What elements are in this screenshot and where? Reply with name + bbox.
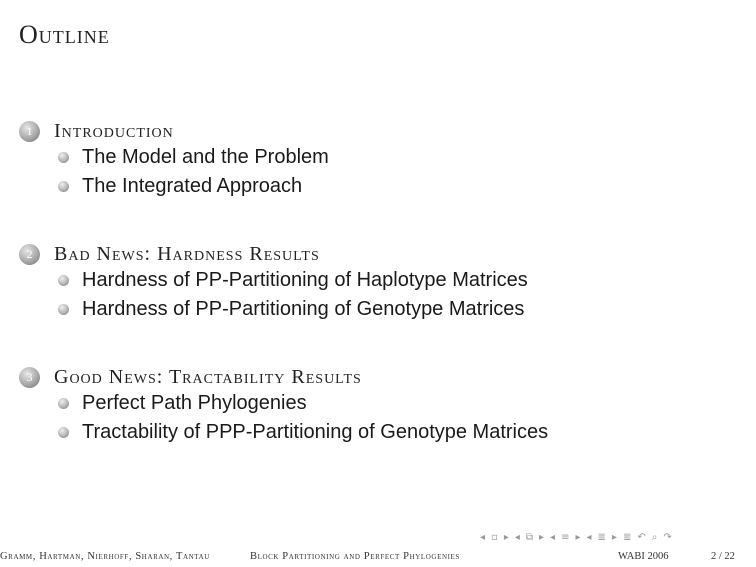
subsection-label[interactable]: Perfect Path Phylogenies xyxy=(82,392,307,414)
bullet-icon xyxy=(58,427,69,438)
nav-subsection-icon[interactable]: ⧉ xyxy=(525,531,534,543)
nav-prev-subsection-icon[interactable]: ◂ xyxy=(514,531,520,543)
nav-toc-icon[interactable]: ≣ xyxy=(597,531,606,543)
section-title[interactable]: Bad News: Hardness Results xyxy=(54,243,320,265)
nav-next-toc-icon[interactable]: ▸ xyxy=(611,531,617,543)
beamer-navigation-bar xyxy=(478,529,674,545)
section-number-badge: 1 xyxy=(19,121,40,142)
slide-title: Outline xyxy=(19,20,110,49)
footer-page-number: 2 / 22 xyxy=(711,551,735,562)
bullet-icon xyxy=(58,304,69,315)
nav-document-icon[interactable]: ≣ xyxy=(622,531,632,543)
nav-forward-icon[interactable]: ↷ xyxy=(663,531,672,543)
nav-prev-section-icon[interactable]: ◂ xyxy=(550,531,556,543)
nav-search-icon[interactable]: ⌕ xyxy=(651,531,658,543)
section-title[interactable]: Good News: Tractability Results xyxy=(54,366,362,388)
subsection-label[interactable]: The Integrated Approach xyxy=(82,175,303,197)
bullet-icon xyxy=(58,181,69,192)
section-number-badge: 3 xyxy=(19,367,40,388)
nav-next-subsection-icon[interactable]: ▸ xyxy=(539,531,545,543)
nav-frame-icon[interactable]: ▫ xyxy=(491,531,498,543)
footer-event: WABI 2006 xyxy=(618,551,669,562)
subsection-label[interactable]: Hardness of PP-Partitioning of Genotype Matrices xyxy=(82,298,525,320)
subsection-label[interactable]: The Model and the Problem xyxy=(82,146,329,168)
bullet-icon xyxy=(58,152,69,163)
footer xyxy=(0,548,756,567)
footer-talk-title: Block Partitioning and Perfect Phylogenies xyxy=(250,551,460,562)
section-title[interactable]: Introduction xyxy=(54,120,174,142)
subsection-label[interactable]: Hardness of PP-Partitioning of Haplotype Matrices xyxy=(82,269,528,291)
nav-next-frame-icon[interactable]: ▸ xyxy=(503,531,509,543)
bullet-icon xyxy=(58,275,69,286)
footer-authors: Gramm, Hartman, Nierhoff, Sharan, Tantau xyxy=(0,551,210,562)
nav-prev-frame-icon[interactable]: ◂ xyxy=(480,531,486,543)
nav-next-section-icon[interactable]: ▸ xyxy=(575,531,581,543)
nav-section-icon[interactable]: ≡ xyxy=(561,531,570,543)
bullet-icon xyxy=(58,398,69,409)
subsection-label[interactable]: Tractability of PPP-Partitioning of Genotype Matrices xyxy=(82,421,549,443)
nav-back-icon[interactable]: ↶ xyxy=(637,531,646,543)
nav-prev-toc-icon[interactable]: ◂ xyxy=(586,531,592,543)
section-number-badge: 2 xyxy=(19,244,40,265)
